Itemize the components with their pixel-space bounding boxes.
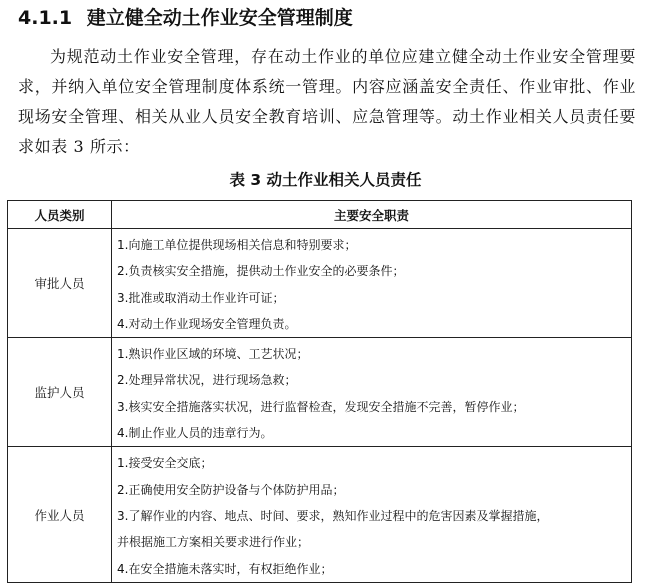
duties-cell (112, 229, 632, 338)
category-cell: 监护人员 (8, 338, 112, 447)
header-duties: 主要安全职责 (112, 201, 632, 229)
section-heading (18, 6, 353, 30)
duty-item: 2.处理异常状况，进行现场急救； (117, 373, 297, 388)
section-title: 建立健全动土作业安全管理制度 (86, 7, 353, 29)
category-cell: 审批人员 (8, 229, 112, 338)
table-row (8, 447, 632, 582)
duties-cell (112, 338, 632, 447)
duty-item: 1.熟识作业区域的环境、工艺状况； (117, 347, 309, 362)
category-cell: 作业人员 (8, 447, 112, 582)
table-row (8, 229, 632, 338)
duty-item: 1.接受安全交底； (117, 456, 213, 471)
intro-paragraph: 为规范动土作业安全管理，存在动土作业的单位应建立健全动土作业安全管理要求，并纳入单位安全管理制度体系统一管理。内容应涵盖安全责任、作业审批、作业现场安全管理、相关从业人员安全教育培训、应急管理等。动土作业相关人员责任要求如表 3 所示： (18, 47, 636, 156)
responsibility-table (7, 200, 632, 583)
table-caption: 表 3 动土作业相关人员责任 (229, 171, 422, 189)
duty-item: 4.对动土作业现场安全管理负责。 (117, 316, 297, 331)
header-category: 人员类别 (8, 201, 112, 229)
duty-item: 3.了解作业的内容、地点、时间、要求，熟知作业过程中的危害因素及掌握措施， (117, 508, 549, 523)
duty-item: 2.正确使用安全防护设备与个体防护用品； (117, 482, 345, 497)
duty-item: 4.在安全措施未落实时，有权拒绝作业； (117, 561, 333, 576)
duty-item: 并根据施工方案相关要求进行作业； (117, 535, 310, 550)
duties-cell (112, 447, 632, 582)
duty-item: 4.制止作业人员的违章行为。 (117, 426, 273, 441)
duty-item: 3.核实安全措施落实状况，进行监督检查，发现安全措施不完善，暂停作业； (117, 399, 525, 414)
duty-item: 3.批准或取消动土作业许可证； (117, 290, 285, 305)
section-number: 4.1.1 (18, 7, 73, 29)
duty-item: 1.向施工单位提供现场相关信息和特别要求； (117, 238, 357, 252)
table-row (8, 338, 632, 447)
table-header-row (8, 201, 632, 229)
duty-item: 2.负责核实安全措施，提供动土作业安全的必要条件； (117, 264, 405, 279)
